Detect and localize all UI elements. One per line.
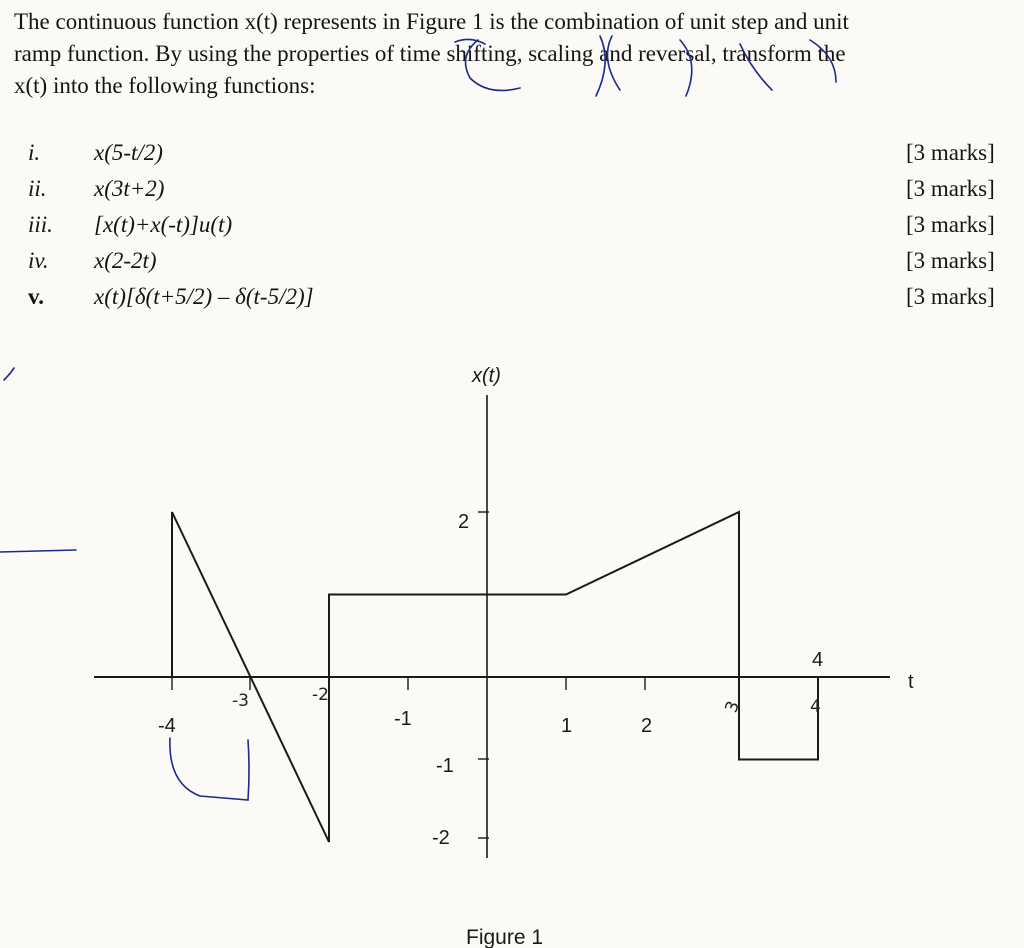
- pen-bracket: [680, 40, 692, 96]
- y-tick-label: -1: [436, 755, 454, 777]
- x-tick-label: 4: [812, 649, 824, 671]
- part-expression: x(3t+2): [94, 176, 165, 201]
- pen-underline: [455, 39, 485, 44]
- figure-caption: Figure 1: [466, 926, 544, 948]
- pen-bracket: [608, 36, 621, 90]
- question-line: The continuous function x(t) represents in Figure 1 is the combination of unit step and unit: [14, 9, 849, 34]
- part-marks: [3 marks]: [906, 284, 995, 309]
- part-marks: [3 marks]: [906, 212, 995, 237]
- x-axis-label: t: [908, 671, 914, 693]
- pen-mark: [0, 550, 76, 552]
- handwritten-tick-label: -3: [232, 691, 249, 711]
- pen-mark: [170, 738, 249, 800]
- handwritten-tick-label: 3: [721, 698, 744, 716]
- x-tick-label: -1: [394, 708, 412, 730]
- question-line: ramp function. By using the properties of time shifting, scaling and reversal, transform the: [14, 41, 846, 66]
- x-tick-label: 1: [561, 715, 573, 737]
- y-tick-label: -2: [432, 827, 450, 849]
- pen-bracket: [596, 36, 605, 96]
- question-line: x(t) into the following functions:: [14, 73, 316, 98]
- x-tick-label: -4: [158, 715, 176, 737]
- part-expression: x(t)[δ(t+5/2) – δ(t-5/2)]: [94, 284, 314, 309]
- pen-bracket: [466, 40, 521, 90]
- part-number: iii.: [28, 212, 53, 237]
- handwritten-tick-label: 4: [810, 697, 821, 717]
- pen-bracket: [740, 44, 772, 90]
- part-marks: [3 marks]: [906, 140, 995, 165]
- part-number: iv.: [28, 248, 49, 273]
- part-number: ii.: [28, 176, 47, 201]
- pen-bracket: [810, 40, 836, 82]
- handwritten-tick-label: -2: [312, 685, 329, 705]
- pen-mark: [4, 368, 14, 380]
- y-axis-label: x(t): [472, 365, 501, 387]
- part-expression: x(5-t/2): [94, 140, 163, 165]
- part-marks: [3 marks]: [906, 176, 995, 201]
- part-expression: [x(t)+x(-t)]u(t): [94, 212, 233, 237]
- part-expression: x(2-2t): [94, 248, 157, 273]
- handwritten-annotations: [0, 36, 836, 800]
- x-tick-label: 2: [641, 715, 653, 737]
- part-number: i.: [28, 140, 41, 165]
- y-tick-label: 2: [458, 511, 470, 533]
- part-number: v.: [28, 284, 44, 309]
- part-marks: [3 marks]: [906, 248, 995, 273]
